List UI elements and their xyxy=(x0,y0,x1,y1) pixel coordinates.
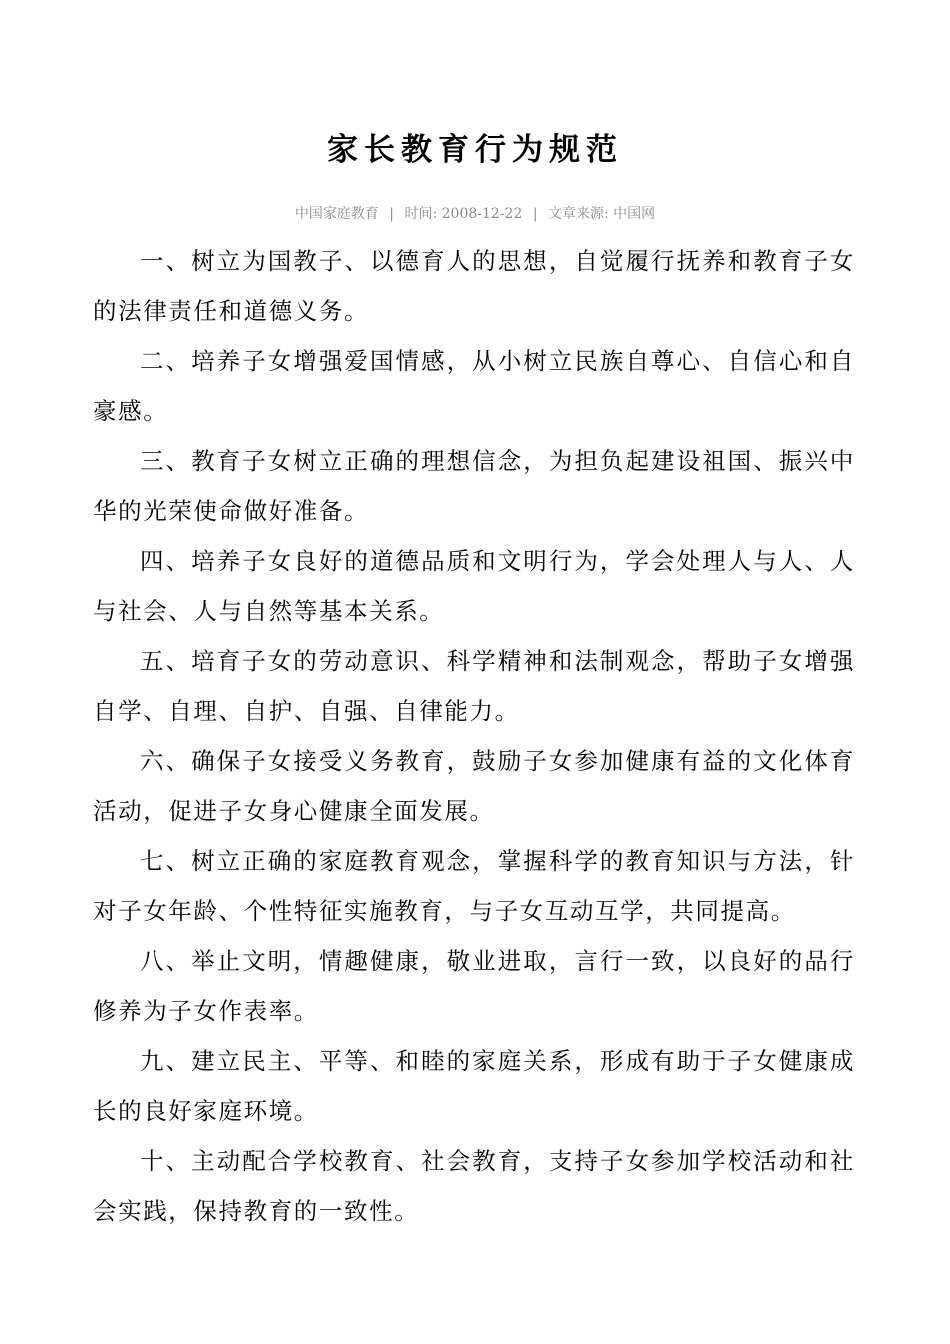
document-body xyxy=(93,236,855,1236)
meta-separator: | xyxy=(532,206,538,222)
paragraph-8: 八、举止文明，情趣健康，敬业进取，言行一致，以良好的品行修养为子女作表率。 xyxy=(93,947,855,1025)
meta-separator: | xyxy=(389,206,395,222)
paragraph-1: 一、树立为国教子、以德育人的思想，自觉履行抚养和教育子女的法律责任和道德义务。 xyxy=(93,247,855,325)
paragraph-9: 九、建立民主、平等、和睦的家庭关系，形成有助于子女健康成长的良好家庭环境。 xyxy=(93,1047,855,1125)
meta-time: 时间: 2008-12-22 xyxy=(404,206,523,222)
document-title: 家长教育行为规范 xyxy=(327,132,623,168)
paragraph-5: 五、培育子女的劳动意识、科学精神和法制观念，帮助子女增强自学、自理、自护、自强、自律能力。 xyxy=(93,647,855,725)
meta-source-site: 中国家庭教育 xyxy=(294,206,379,222)
meta-origin: 文章来源: 中国网 xyxy=(547,206,656,222)
paragraph-7: 七、树立正确的家庭教育观念，掌握科学的教育知识与方法，针对子女年龄、个性特征实施教育，与子女互动互学，共同提高。 xyxy=(93,847,855,925)
paragraph-4: 四、培养子女良好的道德品质和文明行为，学会处理人与人、人与社会、人与自然等基本关系。 xyxy=(93,547,855,625)
paragraph-3: 三、教育子女树立正确的理想信念，为担负起建设祖国、振兴中华的光荣使命做好准备。 xyxy=(93,447,855,525)
paragraph-2: 二、培养子女增强爱国情感，从小树立民族自尊心、自信心和自豪感。 xyxy=(93,347,855,425)
paragraph-10: 十、主动配合学校教育、社会教育，支持子女参加学校活动和社会实践，保持教育的一致性。 xyxy=(93,1147,855,1225)
paragraph-6: 六、确保子女接受义务教育，鼓励子女参加健康有益的文化体育活动，促进子女身心健康全面发展。 xyxy=(93,747,855,825)
article-meta xyxy=(0,204,950,224)
